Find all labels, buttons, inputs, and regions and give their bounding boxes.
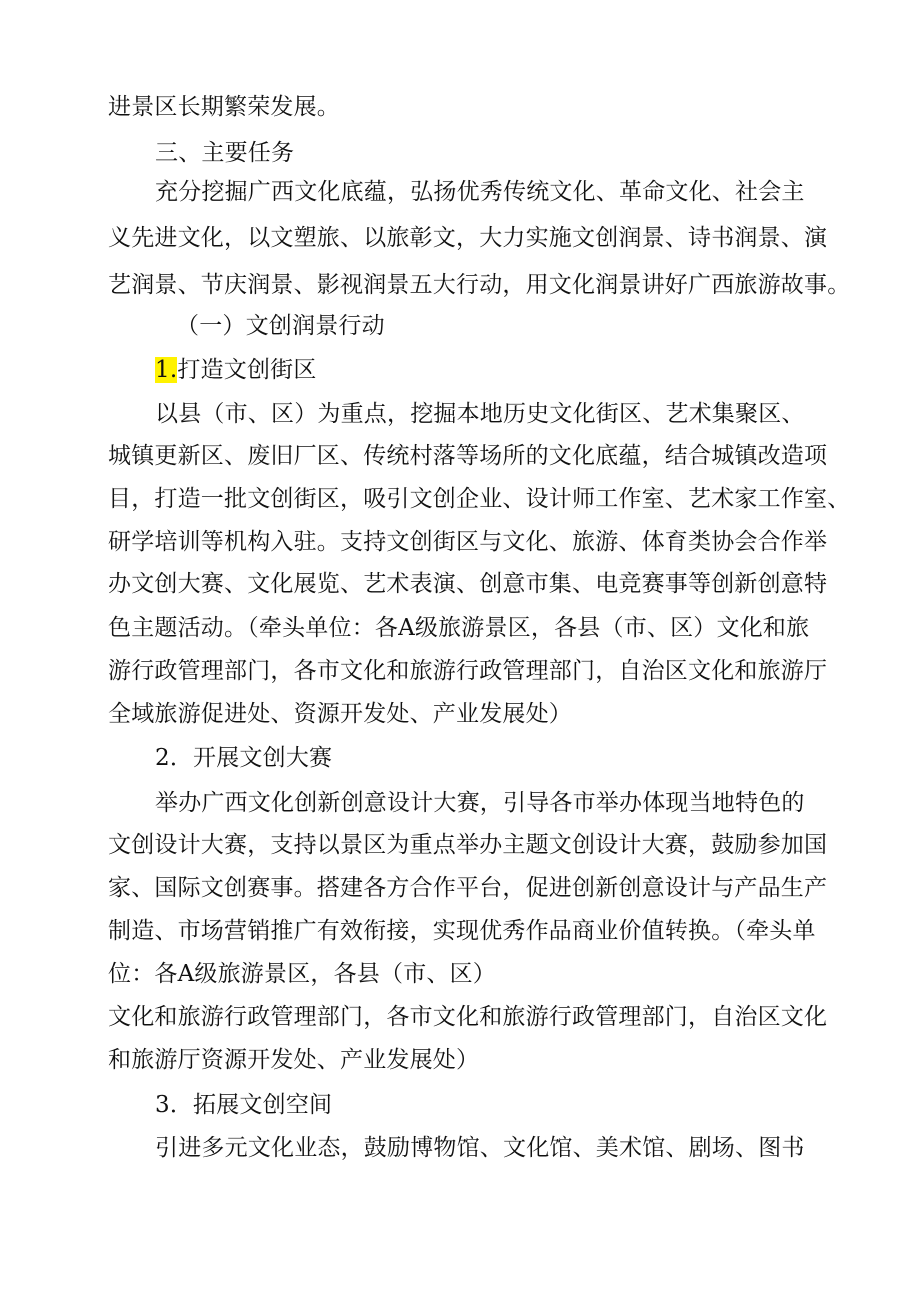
item-heading-2: 2．开展文创大赛 bbox=[155, 745, 333, 771]
paragraph-line: 文创设计大赛，支持以景区为重点举办主题文创设计大赛，鼓励参加国 bbox=[108, 832, 828, 858]
item-heading-3: 3．拓展文创空间 bbox=[155, 1092, 333, 1118]
paragraph-line: 艺润景、节庆润景、影视润景五大行动，用文化润景讲好广西旅游故事。 bbox=[108, 272, 851, 298]
paragraph-line: 目，打造一批文创街区，吸引文创企业、设计师工作室、艺术家工作室、 bbox=[108, 486, 851, 512]
paragraph-line: 游行政管理部门，各市文化和旅游行政管理部门，自治区文化和旅游厅 bbox=[108, 658, 828, 684]
paragraph-line: 以县（市、区）为重点，挖掘本地历史文化街区、艺术集聚区、 bbox=[155, 401, 805, 427]
paragraph-line: 引进多元文化业态，鼓励博物馆、文化馆、美术馆、剧场、图书 bbox=[155, 1135, 805, 1161]
highlighted-marker: 1. bbox=[155, 357, 178, 383]
paragraph-line: 文化和旅游行政管理部门，各市文化和旅游行政管理部门，自治区文化 bbox=[108, 1004, 828, 1030]
paragraph-line: 家、国际文创赛事。搭建各方合作平台，促进创新创意设计与产品生产 bbox=[108, 875, 828, 901]
paragraph-line: 位：各A级旅游景区，各县（市、区） bbox=[108, 961, 497, 987]
item-heading-1 bbox=[155, 350, 317, 390]
paragraph-line: 办文创大赛、文化展览、艺术表演、创意市集、电竞赛事等创新创意特 bbox=[108, 571, 828, 597]
paragraph-line: 城镇更新区、废旧厂区、传统村落等场所的文化底蕴，结合城镇改造项 bbox=[108, 443, 828, 469]
subsection-heading: （一）文创润景行动 bbox=[176, 313, 385, 339]
paragraph-line: 研学培训等机构入驻。支持文创街区与文化、旅游、体育类协会合作举 bbox=[108, 529, 828, 555]
paragraph-line: 充分挖掘广西文化底蕴，弘扬优秀传统文化、革命文化、社会主 bbox=[155, 179, 805, 205]
paragraph-line: 制造、市场营销推广有效衔接，实现优秀作品商业价值转换。（牵头单 bbox=[108, 918, 816, 944]
paragraph-line: 全域旅游促进处、资源开发处、产业发展处） bbox=[108, 701, 572, 727]
paragraph-line: 义先进文化，以文塑旅、以旅彰文，大力实施文创润景、诗书润景、演 bbox=[108, 225, 828, 251]
paragraph-line: 色主题活动。（牵头单位：各A级旅游景区，各县（市、区）文化和旅 bbox=[108, 615, 810, 641]
section-heading: 三、主要任务 bbox=[155, 140, 295, 166]
paragraph-line: 举办广西文化创新创意设计大赛，引导各市举办体现当地特色的 bbox=[155, 790, 805, 816]
paragraph-line: 进景区长期繁荣发展。 bbox=[108, 94, 340, 120]
item-heading-text: 打造文创街区 bbox=[177, 357, 317, 383]
paragraph-line: 和旅游厅资源开发处、产业发展处） bbox=[108, 1047, 480, 1073]
